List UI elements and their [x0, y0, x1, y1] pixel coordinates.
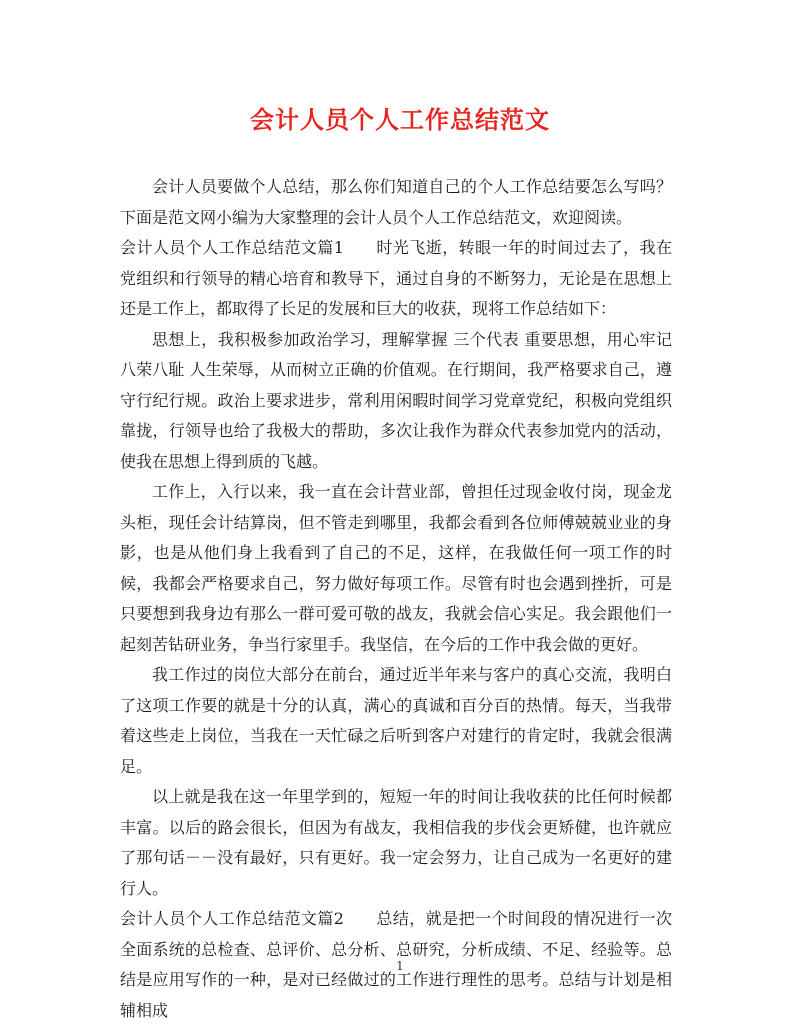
section1-lead-text: 时光飞逝，转眼一年的时间过去了，我在党组织和行领导的精心培育和教导下，通过自身的不断努力，无论是在思想上还是工作上，都取得了长足的发展和巨大的收获，现将工作总结如下： — [120, 238, 672, 318]
section1-paragraph-frontdesk: 我工作过的岗位大部分在前台，通过近半年来与客户的真心交流，我明白了这项工作要的就是十分的认真，满心的真诚和百分百的热情。每天，当我带着这些走上岗位，当我在一天忙碌之后听到客户对建行的肯定时，我就会很满足。 — [120, 665, 672, 776]
intro-paragraph: 会计人员要做个人总结，那么你们知道自己的个人工作总结要怎么写吗？下面是范文网小编为大家整理的会计人员个人工作总结范文，欢迎阅读。 — [120, 177, 672, 227]
document-title: 会计人员个人工作总结范文 — [250, 105, 550, 134]
page-number: 1 — [396, 959, 404, 973]
section1-heading: 会计人员个人工作总结范文篇1 — [120, 238, 344, 257]
section1-paragraph-thought: 思想上，我积极参加政治学习，理解掌握 三个代表 重要思想，用心牢记 八荣八耻 人生荣辱，从而树立正确的价值观。在行期间，我严格要求自己，遵守行纪行规。政治上要求进步，常利用闲暇时间学习党章党纪，积极向党组织靠拢，行领导也给了我极大的帮助，多次让我作为群众代表参加党内的活动，使我在思想上得到质的飞越。 — [120, 329, 672, 471]
section1-lead-paragraph — [120, 233, 672, 325]
section2-heading: 会计人员个人工作总结范文篇2 — [120, 909, 344, 928]
section1-paragraph-work: 工作上，入行以来，我一直在会计营业部，曾担任过现金收付岗，现金龙头柜，现任会计结算岗，但不管走到哪里，我都会看到各位师傅兢兢业业的身影，也是从他们身上我看到了自己的不足，这样，在我做任何一项工作的时候，我都会严格要求自己，努力做好每项工作。尽管有时也会遇到挫折，可是只要想到我身边有那么一群可爱可敬的战友，我就会信心实足。我会跟他们一起刻苦钻研业务，争当行家里手。我坚信，在今后的工作中我会做的更好。 — [120, 482, 672, 654]
document-body — [120, 172, 672, 1026]
section2-lead-text: 总结，就是把一个时间段的情况进行一次全面系统的总检查、总评价、总分析、总研究，分析成绩、不足、经验等。总结是应用写作的一种，是对已经做过的工作进行理性的思考。总结与计划是相辅相成 — [120, 909, 672, 1020]
section1-paragraph-conclusion: 以上就是我在这一年里学到的，短短一年的时间让我收获的比任何时候都丰富。以后的路会很长，但因为有战友，我相信我的步伐会更矫健，也许就应了那句话－－没有最好，只有更好。我一定会努力，让自己成为一名更好的建行人。 — [120, 787, 672, 898]
